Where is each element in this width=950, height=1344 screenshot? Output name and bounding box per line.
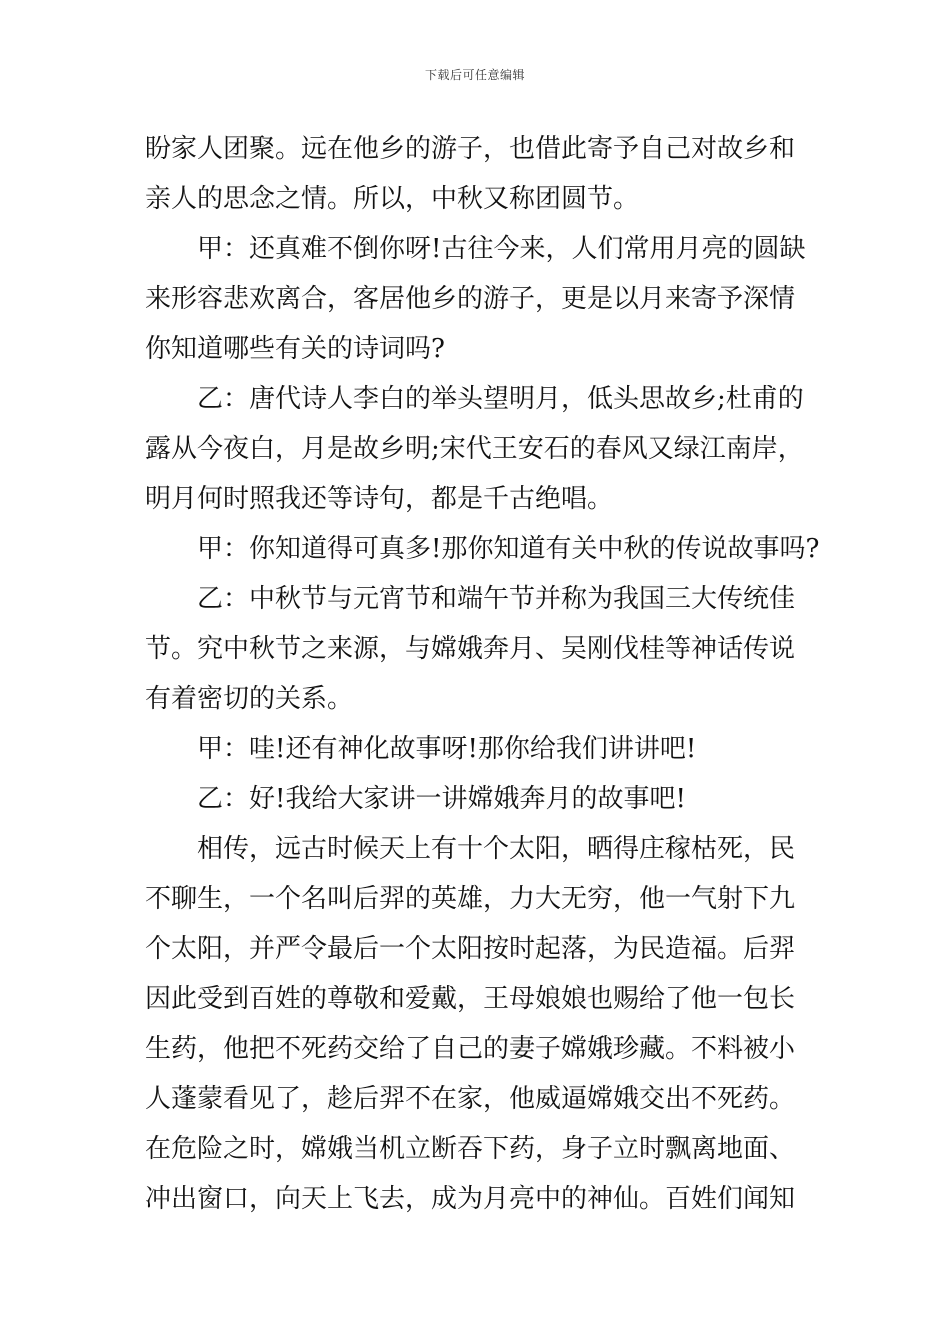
text-line: 冲出窗口，向天上飞去，成为月亮中的神仙。百姓们闻知 [145,1184,796,1214]
document-body [145,124,820,1224]
dialogue-line: 甲：还真难不倒你呀!古往今来，人们常用月亮的圆缺 [197,234,806,264]
dialogue-line: 甲：你知道得可真多!那你知道有关中秋的传说故事吗? [197,534,820,564]
text-line: 节。究中秋节之来源，与嫦娥奔月、吴刚伐桂等神话传说 [145,634,796,664]
page-header: 下载后可任意编辑 [424,68,525,82]
text-line: 个太阳，并严令最后一个太阳按时起落，为民造福。后羿 [145,934,796,964]
text-line: 在危险之时，嫦娥当机立断吞下药，身子立时飘离地面、 [145,1134,796,1164]
text-line: 有着密切的关系。 [145,684,354,714]
text-line: 因此受到百姓的尊敬和爱戴，王母娘娘也赐给了他一包长 [145,984,796,1014]
dialogue-line: 乙：中秋节与元宵节和端午节并称为我国三大传统佳 [197,584,796,614]
text-line: 亲人的思念之情。所以，中秋又称团圆节。 [145,184,640,214]
text-line: 明月何时照我还等诗句，都是千古绝唱。 [145,484,614,514]
text-line: 来形容悲欢离合，客居他乡的游子，更是以月来寄予深情 [145,284,796,314]
text-line: 盼家人团聚。远在他乡的游子，也借此寄予自己对故乡和 [145,134,796,164]
dialogue-line: 甲：哇!还有神化故事呀!那你给我们讲讲吧! [197,734,697,764]
text-line: 不聊生，一个名叫后羿的英雄，力大无穷，他一气射下九 [145,884,796,914]
dialogue-line: 乙：好!我给大家讲一讲嫦娥奔月的故事吧! [197,784,686,814]
text-line: 人蓬蒙看见了，趁后羿不在家，他威逼嫦娥交出不死药。 [145,1084,796,1114]
paragraph-start-line: 相传，远古时候天上有十个太阳，晒得庄稼枯死，民 [197,834,796,864]
text-line: 露从今夜白，月是故乡明;宋代王安石的春风又绿江南岸， [145,434,804,464]
text-line: 生药，他把不死药交给了自己的妻子嫦娥珍藏。不料被小 [145,1034,796,1064]
dialogue-line: 乙：唐代诗人李白的举头望明月，低头思故乡;杜甫的 [197,384,804,414]
text-line: 你知道哪些有关的诗词吗? [145,334,445,364]
